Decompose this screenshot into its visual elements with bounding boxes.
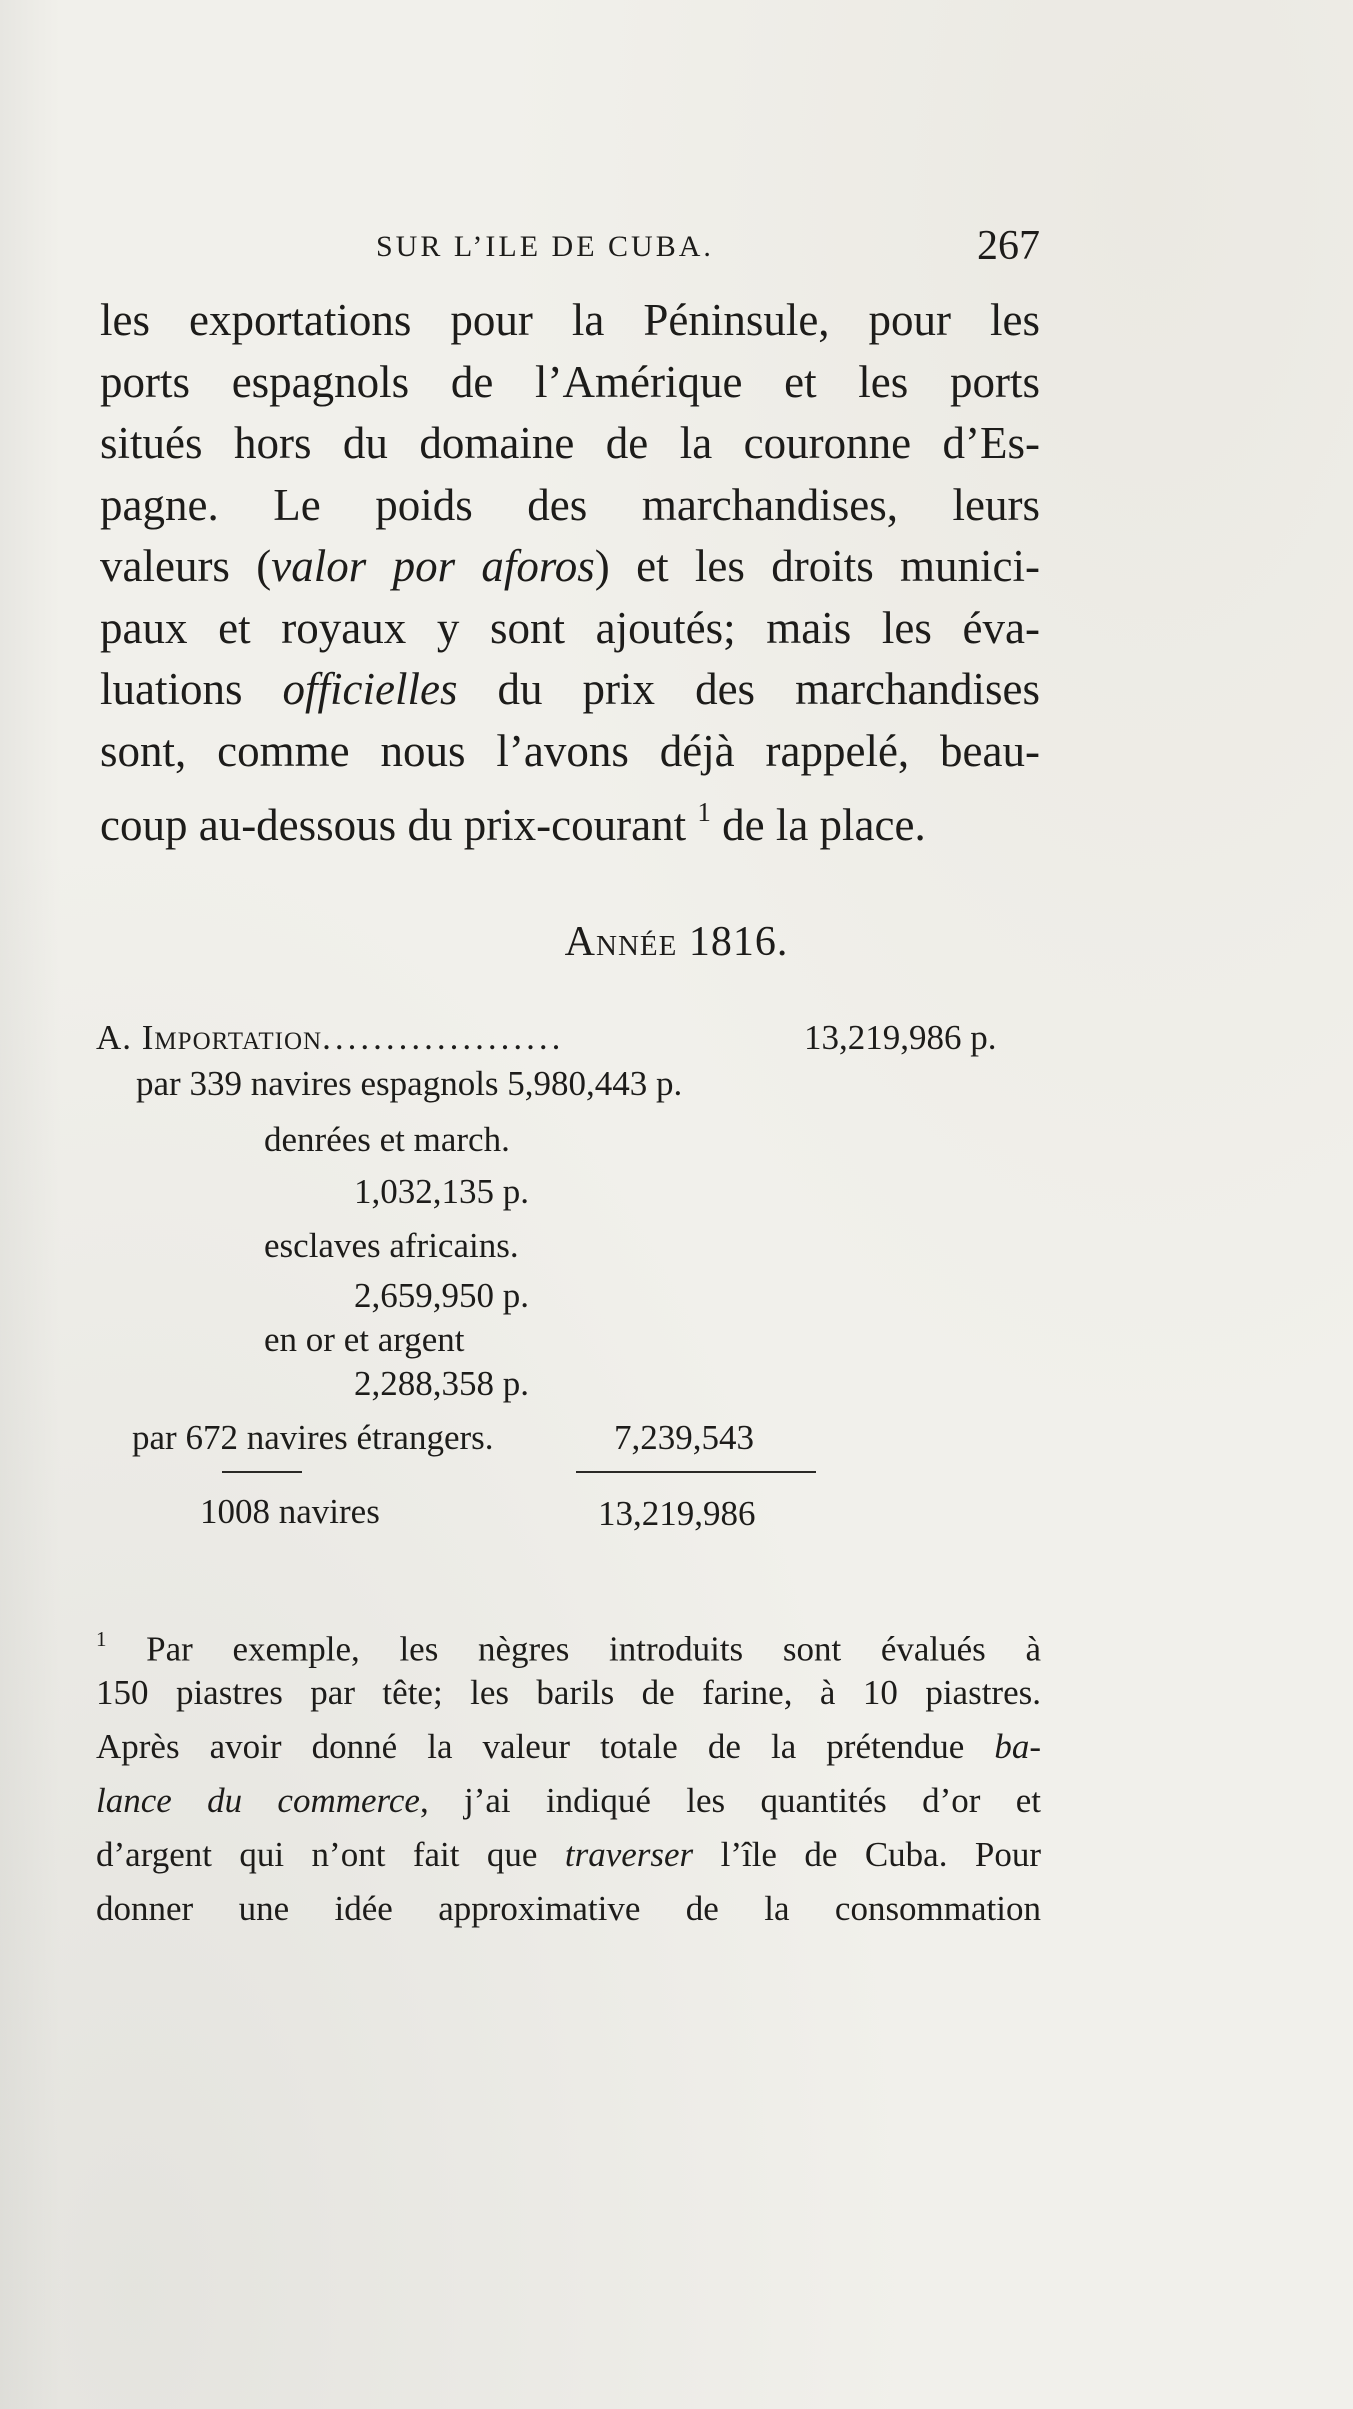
- total-ships: 1008 navires: [200, 1492, 380, 1531]
- sum-rule: [222, 1471, 302, 1473]
- foreign-ships-label: par 672 navires étrangers.: [132, 1418, 494, 1457]
- footnote-line: donner une idée approximative de la consommation: [96, 1889, 1041, 1928]
- goods-value: 1,032,135 p.: [354, 1172, 529, 1211]
- text-line: les exportations pour la Péninsule, pour les: [100, 295, 1040, 345]
- slaves-label: esclaves africains.: [264, 1226, 519, 1265]
- text-segment: , j’ai indiqué les quantités d’or et: [419, 1781, 1041, 1820]
- text-segment: du prix des marchandises: [457, 664, 1040, 714]
- footnote-reference: 1: [697, 797, 711, 827]
- text-line: pagne. Le poids des marchandises, leurs: [100, 479, 1040, 530]
- text-line: situés hors du domaine de la couronne d’Es-: [100, 418, 1040, 468]
- gold-value: 2,288,358 p.: [354, 1364, 529, 1403]
- footnote-line: [96, 1828, 1041, 1882]
- italic-term: officielles: [282, 664, 458, 714]
- import-row: [96, 1018, 564, 1058]
- italic-term: traverser: [564, 1835, 694, 1874]
- footnote-line: [96, 1720, 1041, 1774]
- leader-dots: ...................: [322, 1018, 565, 1057]
- spanish-ships-label: par 339 navires espagnols: [136, 1064, 499, 1103]
- total-value: 13,219,986: [598, 1494, 756, 1533]
- footnote-line: [96, 1612, 1041, 1669]
- page-number: 267: [977, 223, 1040, 269]
- body-paragraph: [100, 290, 1041, 850]
- sum-rule: [576, 1471, 816, 1473]
- text-segment: coup au-dessous du prix-courant: [100, 799, 698, 850]
- footnote-marker: 1: [96, 1627, 107, 1651]
- running-head: SUR L’ILE DE CUBA.: [376, 230, 714, 263]
- foreign-ships-value: 7,239,543: [614, 1418, 754, 1457]
- text-line: [100, 659, 1040, 721]
- italic-term: lance du commerce: [96, 1781, 420, 1820]
- text-segment: ) et les droits munici-: [594, 541, 1041, 591]
- text-segment: Après avoir donné la valeur totale de la prétendue: [96, 1727, 995, 1766]
- footnote-line: [96, 1774, 1041, 1828]
- page-header: [100, 222, 1040, 282]
- text-segment: de la place.: [710, 799, 926, 850]
- goods-label: denrées et march.: [264, 1120, 510, 1159]
- text-segment: valeurs (: [100, 541, 272, 591]
- text-segment: luations: [100, 664, 283, 714]
- text-line: paux et royaux y sont ajoutés; mais les éva-: [100, 602, 1040, 653]
- section-heading: [0, 918, 1353, 966]
- text-line: ports espagnols de l’Amérique et les ports: [100, 356, 1040, 407]
- text-segment: l’île de Cuba. Pour: [693, 1835, 1041, 1874]
- footnote: [96, 1612, 1041, 1936]
- import-label: A. Importation: [96, 1018, 323, 1057]
- spanish-ships-row: [136, 1064, 682, 1104]
- text-line: [100, 782, 1040, 850]
- text-line: sont, comme nous l’avons déjà rappelé, beau-: [100, 725, 1040, 776]
- text-line: [100, 536, 1040, 598]
- import-total: 13,219,986 p.: [804, 1018, 997, 1057]
- text-segment: Par exemple, les nègres introduits sont évalués à: [106, 1629, 1041, 1669]
- text-segment: d’argent qui n’ont fait que: [96, 1835, 565, 1874]
- year-label: Année: [564, 919, 678, 965]
- slaves-value: 2,659,950 p.: [354, 1276, 529, 1315]
- italic-term: valor por aforos: [271, 541, 595, 591]
- footnote-line: 150 piastres par tête; les barils de farine, à 10 piastres.: [96, 1673, 1041, 1712]
- spanish-ships-value: 5,980,443 p.: [507, 1064, 683, 1103]
- import-table: [96, 1000, 1046, 1560]
- gold-label: en or et argent: [264, 1320, 465, 1359]
- year-value: 1816.: [688, 919, 789, 965]
- italic-term: ba-: [994, 1727, 1041, 1766]
